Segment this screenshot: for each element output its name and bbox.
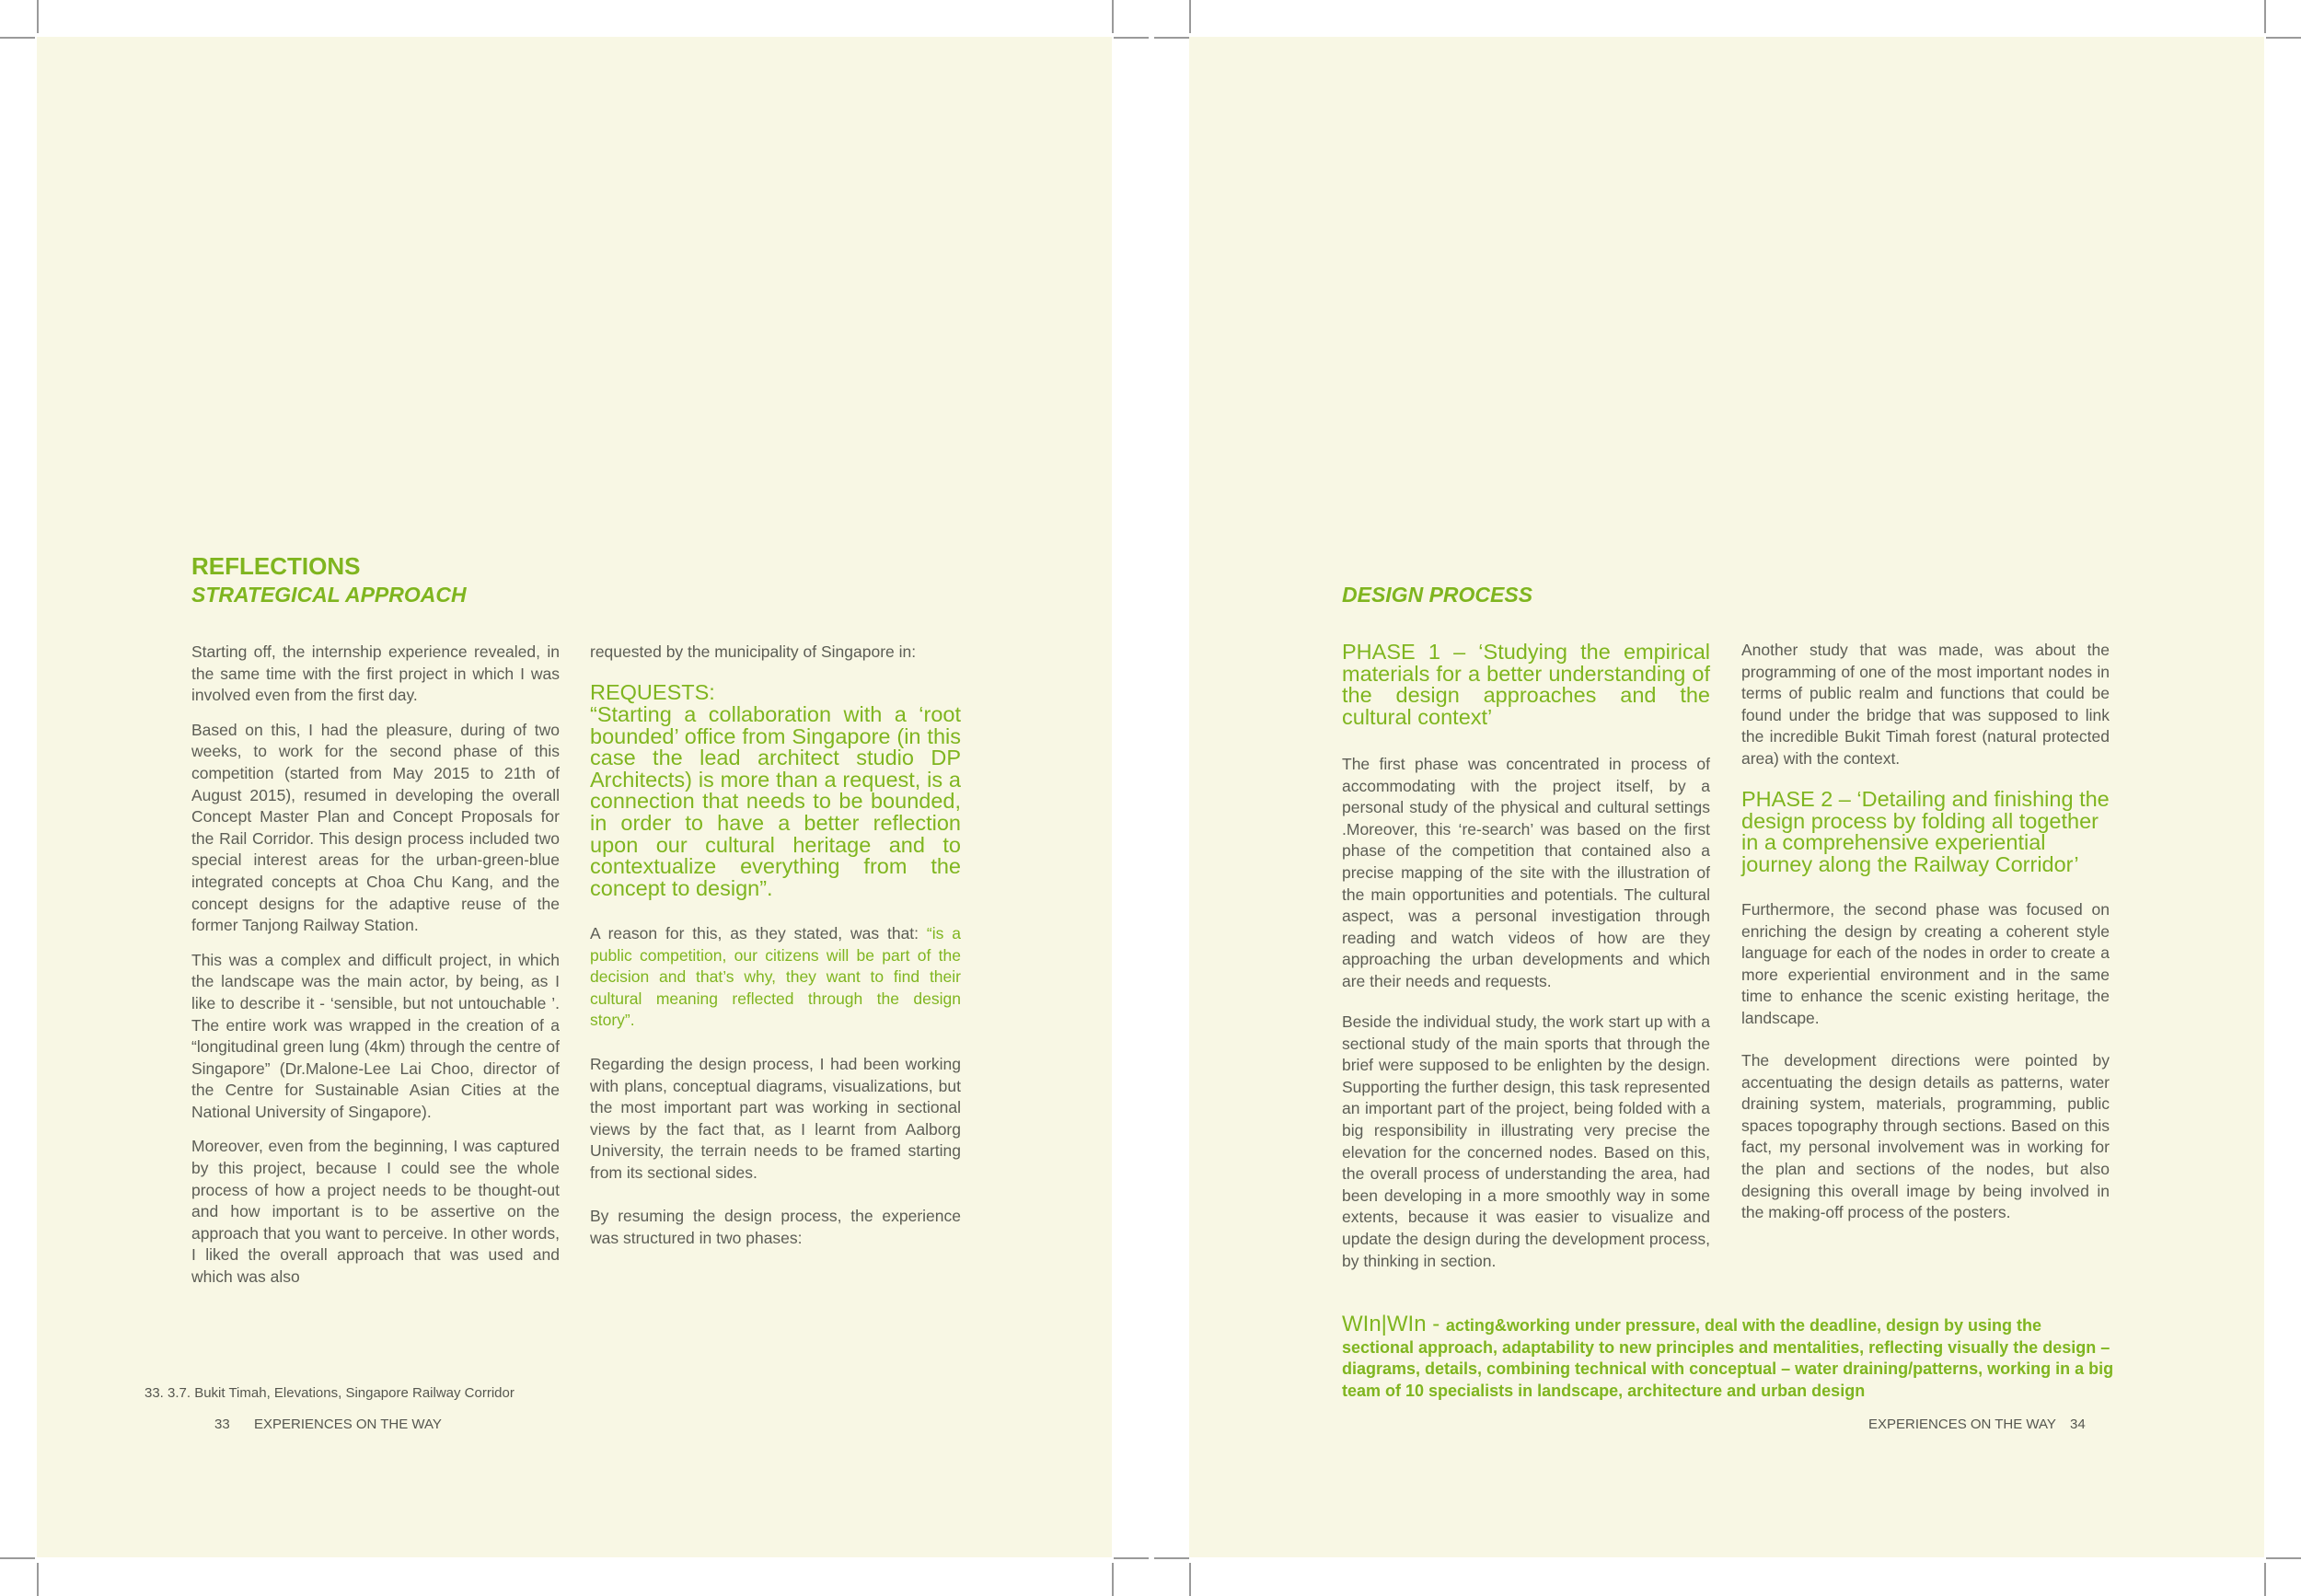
paragraph: Based on this, I had the pleasure, during of two weeks, to work for the second phase of this competition (started from May 2015 to 21th of August 2015), resumed in developing the overall Concept Master Plan and Concept Proposals for the Rail Corridor. This design process included two special interest areas for the urban-green-blue integrated concepts at Choa Chu Kang, and the concept designs for the adaptive reuse of the former Tanjong Railway Station. [191,720,560,935]
crop-mark [1189,1563,1191,1596]
right-column-2-paragraph-2: Furthermore, the second phase was focused on enriching the design by creating a coherent style language for each of the nodes in order to create a more experiential environment and in the same time to enhance the scenic existing heritage, the landscape. [1741,900,2110,1027]
crop-mark [0,37,35,39]
phase1-paragraph-2: Beside the individual study, the work start up with a sectional study of the main sports that through the brief were supposed to be enlighten by the design. Supporting the further design, this task represented an important part of the project, being folded with a big responsibility in illustrating very precise the elevation for the concerned nodes. Based on this, the overall process of understanding the area, had been developing in a more smoothly way in some extents, because it was easier to visualize and update the design during the development process, by thinking in section. [1342,1012,1710,1270]
phase2-title: PHASE 2 – ‘Detailing and finishing the design process by folding all together in a comprehensive experiential journey along the Railway Corridor’ [1741,787,2110,876]
crop-mark [1112,1563,1114,1596]
crop-mark [0,1557,35,1559]
regarding-paragraph: Regarding the design process, I had been working with plans, conceptual diagrams, visualizations, but the most important part was working in sectional views by the fact that, as I learnt from Aalborg University, the terrain needs to be framed starting from its sectional sides. [590,1055,961,1182]
winwin-summary [1342,1313,2115,1402]
left-column-1 [191,642,560,1301]
paragraph: Starting off, the internship experience revealed, in the same time with the first project in which I was involved even from the first day. [191,642,560,705]
requests-label: REQUESTS: [590,680,715,704]
reason-text: A reason for this, as they stated, was that: [590,924,927,943]
page-number: 34 [2070,1417,2086,1432]
reason-quote: “is a public competition, our citizens will be part of the decision and that’s why, they want to find their cultural meaning reflected through the design story”. [590,924,961,1030]
phase1-title: PHASE 1 – ‘Studying the empirical materials for a better understanding of the design approaches and the cultural context’ [1342,640,1710,729]
page-number: 33 [214,1417,230,1432]
crop-mark [1114,37,1149,39]
section-heading: REFLECTIONS [191,552,361,580]
resuming-paragraph: By resuming the design process, the experience was structured in two phases: [590,1207,961,1247]
crop-mark [2266,37,2301,39]
crop-mark [2264,0,2266,33]
crop-mark [1154,37,1189,39]
crop-mark [1112,0,1114,33]
requests-quote: “Starting a collaboration with a ‘root bounded’ office from Singapore (in this case the lead architect studio DP Architects) is more than a request, is a connection that needs to be bounded, in order to have a better reflection upon our cultural heritage and to contextualize everything from the concept to design”. [590,702,961,900]
paragraph: This was a complex and difficult project, in which the landscape was the main actor, by being, as I like to describe it - ‘sensible, but not untouchable ’. The entire work was wrapped in the creation of a “longitudinal green lung (4km) through the centre of Singapore” (Dr.Malone-Lee Lai Choo, director of the Centre for Sustainable Asian Cities at the National University of Singapore). [191,950,560,1121]
running-title: EXPERIENCES ON THE WAY [254,1417,442,1432]
section-subheading: DESIGN PROCESS [1342,583,1533,607]
crop-mark [1189,0,1191,33]
running-title: EXPERIENCES ON THE WAY [1868,1417,2056,1432]
winwin-text: acting&working under pressure, deal with the deadline, design by using the sectional approach, adaptability to new principles and mentalities, reflecting visually the design – diagrams, details, combining technical with conceptual – water draining/patterns, working in a big team of 10 specialists in landscape, architecture and urban design [1342,1316,2114,1400]
crop-mark [2266,1557,2301,1559]
crop-mark [37,1563,39,1596]
paragraph: Moreover, even from the beginning, I was captured by this project, because I could see the whole process of how a project needs to be thought-out and how important is to be assertive on the approach that you want to perceive. In other words, I liked the overall approach that was used and which was also [191,1137,560,1287]
right-column-2-paragraph-3: The development directions were pointed by accentuating the design details as patterns, water draining system, materials, programming, public spaces topography through sections. Based on this fact, my personal involvement was in working for the plan and sections of the nodes, but also designing this overall image by being involved in the making-off process of the posters. [1741,1051,2110,1222]
winwin-lead: WIn|WIn - [1342,1312,1446,1336]
left-column-2-intro: requested by the municipality of Singapore in: [590,642,917,661]
crop-mark [37,0,39,33]
crop-mark [2264,1563,2266,1596]
section-subheading: STRATEGICAL APPROACH [191,583,467,607]
crop-mark [1114,1557,1149,1559]
phase1-paragraph-1: The first phase was concentrated in process of accommodating with the project itself, by a personal study of the physical and cultural settings .Moreover, this ‘re-search’ was based on the first phase of the competition that contained also a precise mapping of the site with the illustration of the main opportunities and potentials. The cultural aspect, was a personal investigation through reading and watch videos of how are they approaching the urban developments and which are their needs and requests. [1342,755,1710,990]
reason-paragraph [590,923,961,1032]
figure-caption: 33. 3.7. Bukit Timah, Elevations, Singapore Railway Corridor [145,1385,515,1401]
right-column-2-paragraph-1: Another study that was made, was about the programming of one of the most important nodes in terms of public realm and functions that could be found under the bridge that was supposed to link the incredible Bukit Timah forest (natural protected area) with the context. [1741,641,2110,768]
crop-mark [1154,1557,1189,1559]
